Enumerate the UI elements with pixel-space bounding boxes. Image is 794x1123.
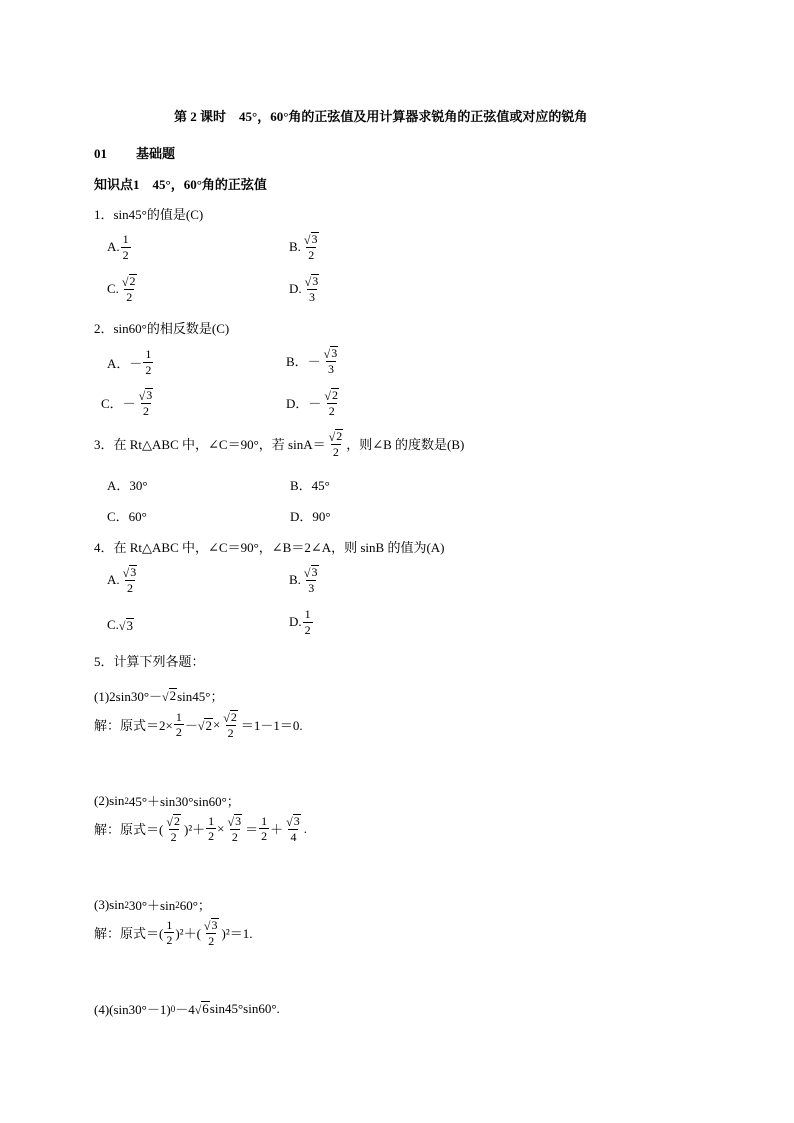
question-4-option-c: C. √ 3 <box>107 617 134 634</box>
question-2-option-a: A．－ $\frac{1}{2}$ <box>107 347 152 377</box>
question-4-option-a: A. √ 3 2 <box>107 565 137 596</box>
question-3-option-a: A．30° <box>107 478 148 493</box>
section-number: 01 <box>94 146 107 161</box>
question-2-option-b: B．－ √ 3 3 <box>286 346 338 377</box>
question-1-option-b: B. √ 3 2 <box>289 232 318 263</box>
question-3-option-d: D．90° <box>290 509 331 524</box>
page-title: 第 2 课时 45°，60°角的正弦值及用计算器求锐角的正弦值或对应的锐角 <box>174 109 588 124</box>
question-5-stem: 5．计算下列各题： <box>94 654 205 669</box>
question-2-option-d: D．－ √ 2 2 <box>286 388 338 419</box>
question-5-part-1: (1)2sin30°－ √ 2 sin45°； <box>94 688 224 704</box>
question-5-part-3-solution: 解：原式＝( $\frac{1}{2}$ )²＋( √ 3 2 )²＝1. <box>94 917 253 949</box>
knowledge-point-heading: 知识点1 45°，60°角的正弦值 <box>94 177 267 192</box>
question-5-part-1-solution: 解：原式＝2× $\frac{1}{2}$ － √ 2 × √ 2 2 ＝1－1＝0. <box>94 709 303 741</box>
question-4-stem: 4．在 Rt△ABC 中，∠C＝90°，∠B＝2∠A，则 sinB 的值为(A) <box>94 540 445 555</box>
question-3-option-b: B．45° <box>290 478 330 493</box>
section-name: 基础题 <box>136 146 176 161</box>
question-4-option-b: B. √ 3 3 <box>289 565 318 596</box>
question-1-stem: 1．sin45°的值是(C) <box>94 207 204 222</box>
question-2-option-c: C．－ √ 3 2 <box>101 388 153 419</box>
question-1-option-c: C. √ 2 2 <box>107 274 136 305</box>
question-5-part-2-solution: 解：原式＝( √ 2 2 )²＋ $\frac{1}{2}$ × √ 3 2 ＝ $\frac{1}{2}$ ＋ √ 3 4 . <box>94 813 307 845</box>
question-3-stem: 3．在 Rt△ABC 中，∠C＝90°，若 sinA＝ √ 2 2 ，则∠B 的度数是(B) <box>94 429 465 460</box>
question-5-part-4: (4)(sin30°－1) 0 －4 √ 6 sin45°sin60°. <box>94 1000 280 1017</box>
question-5-part-3: (3)sin 2 30°＋sin 2 60°； <box>94 896 211 913</box>
question-4-option-d: D. $\frac{1}{2}$ <box>289 607 311 637</box>
question-1-option-d: D. √ 3 3 <box>289 274 319 305</box>
question-5-part-2: (2)sin 2 45°＋sin30°sin60°； <box>94 792 240 809</box>
question-2-stem: 2．sin60°的相反数是(C) <box>94 321 230 336</box>
question-3-option-c: C．60° <box>107 509 147 524</box>
question-1-option-a: A. $\frac{1}{2}$ <box>107 232 129 262</box>
